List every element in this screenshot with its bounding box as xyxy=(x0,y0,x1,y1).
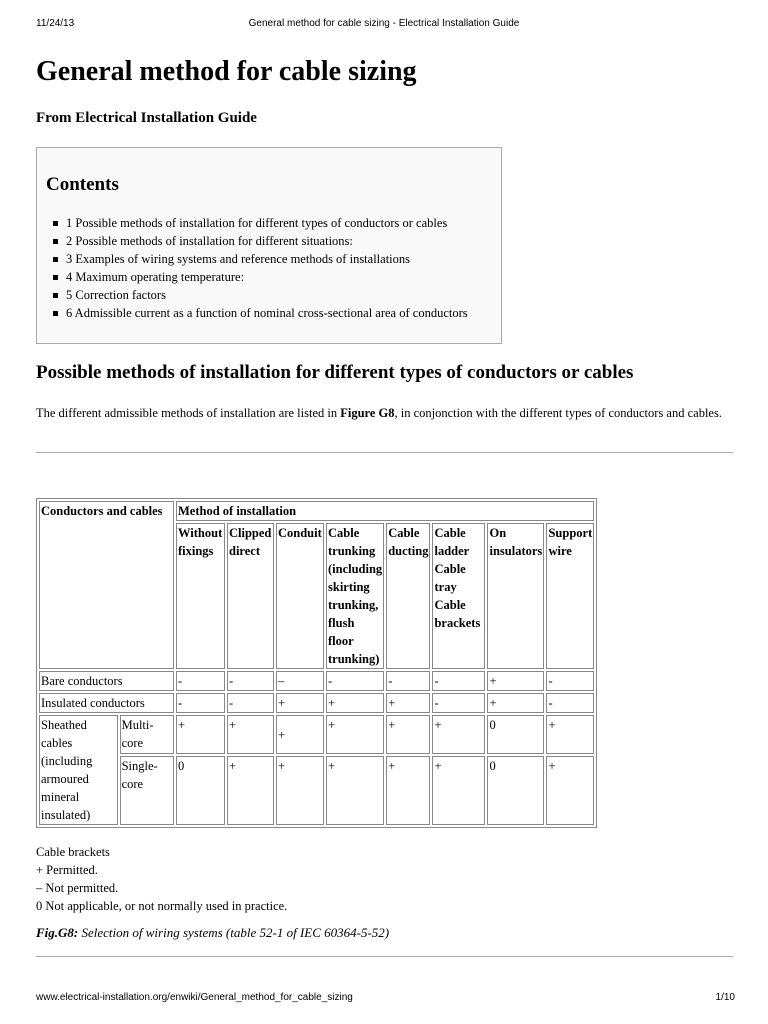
table-cell: + xyxy=(176,715,225,754)
table-cell: + xyxy=(386,756,430,825)
table-cell: - xyxy=(546,671,594,691)
col-clipped-direct: Clipped direct xyxy=(227,523,274,669)
table-cell: + xyxy=(487,671,544,691)
header-conductors: Conductors and cables xyxy=(39,501,174,669)
table-cell: + xyxy=(386,693,430,713)
print-url: www.electrical-installation.org/enwiki/General_method_for_cable_sizing xyxy=(36,992,353,1003)
col-cable-ducting: Cable ducting xyxy=(386,523,430,669)
row-label-multi-core: Multi-core xyxy=(120,715,174,754)
legend-line: + Permitted. xyxy=(36,863,98,877)
divider-top xyxy=(36,452,733,453)
figure-ref-link[interactable]: Figure G8 xyxy=(340,406,395,420)
page-subtitle: From Electrical Installation Guide xyxy=(36,110,257,126)
print-page-number: 1/10 xyxy=(715,992,735,1003)
caption-text: Selection of wiring systems (table 52-1 of IEC 60364-5-52) xyxy=(78,925,390,940)
table-header-row xyxy=(39,501,594,521)
table-cell: - xyxy=(386,671,430,691)
table-cell: - xyxy=(326,671,384,691)
toc-title: Contents xyxy=(46,174,119,195)
table-cell: + xyxy=(276,693,324,713)
para-text-start: The different admissible methods of installation are listed in xyxy=(36,406,341,420)
table-cell: + xyxy=(276,756,324,825)
toc-link-3[interactable]: 3 Examples of wiring systems and reference methods of installations xyxy=(66,250,468,268)
print-header xyxy=(0,18,768,34)
toc-link-6[interactable]: 6 Admissible current as a function of nominal cross-sectional area of conductors xyxy=(66,306,468,320)
col-on-insulators: On insulators xyxy=(487,523,544,669)
row-label: Insulated conductors xyxy=(39,693,174,713)
legend-line: 0 Not applicable, or not normally used in practice. xyxy=(36,899,288,913)
col-cable-ladder: Cable ladder Cable tray Cable brackets xyxy=(432,523,485,669)
print-footer xyxy=(0,992,768,1008)
page-title: General method for cable sizing xyxy=(36,56,417,87)
table-cell: + xyxy=(546,715,594,754)
legend-line: – Not permitted. xyxy=(36,881,119,895)
table-cell: - xyxy=(176,671,225,691)
table-cell: + xyxy=(487,693,544,713)
row-label-single-core: Single-core xyxy=(120,756,174,825)
table-row-insulated xyxy=(39,693,594,713)
table-cell: + xyxy=(432,756,485,825)
table-cell: + xyxy=(326,715,384,754)
row-label: Bare conductors xyxy=(39,671,174,691)
table-cell: + xyxy=(432,715,485,754)
toc-link-4[interactable]: 4 Maximum operating temperature: xyxy=(66,268,468,286)
table-legend xyxy=(36,843,287,915)
print-title: General method for cable sizing - Electrical Installation Guide xyxy=(248,18,520,29)
table-cell: – xyxy=(276,671,324,691)
table-of-contents xyxy=(36,147,502,344)
col-cable-trunking: Cable trunking (including skirting trunking, flush floor trunking) xyxy=(326,523,384,669)
table-cell: - xyxy=(227,671,274,691)
toc-link-5[interactable]: 5 Correction factors xyxy=(66,286,468,304)
print-date: 11/24/13 xyxy=(36,18,75,29)
divider-bottom xyxy=(36,956,733,957)
table-cell: 0 xyxy=(487,756,544,825)
table-cell: - xyxy=(546,693,594,713)
table-row-bare xyxy=(39,671,594,691)
toc-link-1[interactable]: 1 Possible methods of installation for different types of conductors or cables xyxy=(66,214,468,232)
table-cell: - xyxy=(176,693,225,713)
table-cell: 0 xyxy=(487,715,544,754)
para-text-end: , in conjonction with the different types of conductors and cables. xyxy=(394,406,722,420)
table-cell: - xyxy=(227,693,274,713)
toc-link-2[interactable]: 2 Possible methods of installation for different situations: xyxy=(66,232,468,250)
table-cell: + xyxy=(326,756,384,825)
table-cell: + xyxy=(276,715,324,754)
table-cell: - xyxy=(432,671,485,691)
table-cell: 0 xyxy=(176,756,225,825)
table-cell: + xyxy=(386,715,430,754)
table-cell: + xyxy=(227,756,274,825)
toc-list xyxy=(46,214,468,322)
table-cell: - xyxy=(432,693,485,713)
section-paragraph xyxy=(36,404,736,422)
section-heading: Possible methods of installation for different types of conductors or cables xyxy=(36,362,634,383)
installation-methods-table xyxy=(36,498,597,828)
header-method: Method of installation xyxy=(176,501,594,521)
col-without-fixings: Without fixings xyxy=(176,523,225,669)
table-cell: + xyxy=(326,693,384,713)
figure-caption xyxy=(36,925,389,941)
legend-line: Cable brackets xyxy=(36,845,110,859)
table-row-single-core xyxy=(39,756,594,825)
col-conduit: Conduit xyxy=(276,523,324,669)
row-label-sheathed: Sheathed cables (including armoured mineral insulated) xyxy=(39,715,118,825)
table-row-multi-core xyxy=(39,715,594,754)
col-support-wire: Support wire xyxy=(546,523,594,669)
table-cell: + xyxy=(546,756,594,825)
table-cell: + xyxy=(227,715,274,754)
caption-label: Fig.G8: xyxy=(36,925,79,940)
